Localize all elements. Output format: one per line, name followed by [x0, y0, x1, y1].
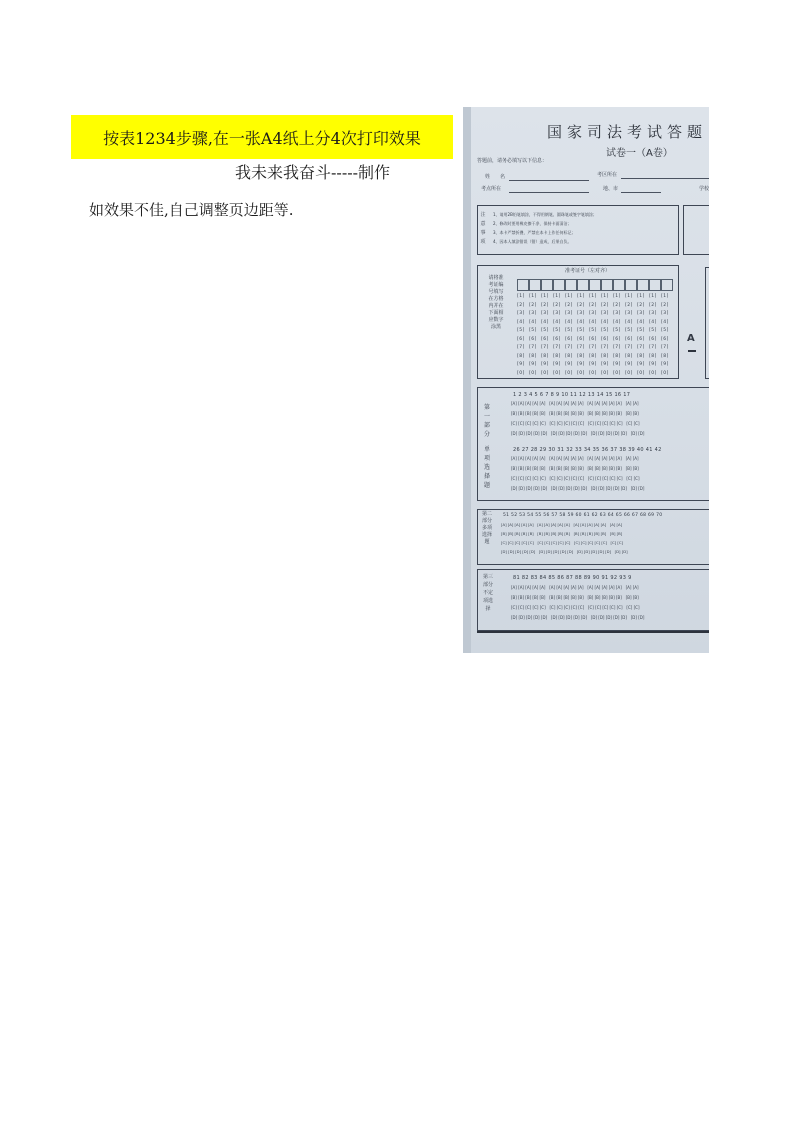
sheet-subtitle: 试卷一（A卷）: [606, 148, 673, 159]
mc-options-block4: [A] [A] [A] [A] [A] [A] [A] [A] [A] [A] [A] [A] [A] [A] [A] [A] [A] [B] [B] [B] [B] [B] [B] [B] [B] [B] [B] [B] [B] [B] [B] [B] [B] [B] [C] [C] [C] [C] [C] [C] [C] [C] [C] [C] [C] [C] [C] [C] [C] [C] [C] [D] [D] [D] [D] [D] [D] [D] [D] [D] [D] [D] [D] [D] [D] [D] [D] [D]: [511, 585, 645, 620]
mc-numbers-row4: 81 82 83 84 85 86 87 88 89 90 91 92 93 9: [513, 575, 632, 581]
mc-numbers-row2: 26 27 28 29 30 31 32 33 34 35 36 37 38 39 40 41 42: [513, 447, 662, 453]
ticket-label: 准考证号（左对齐）: [565, 268, 611, 274]
sheet-title: 国家司法考试答题: [547, 123, 708, 141]
field-seat-label: 考点所在: [481, 186, 502, 192]
mc-numbers-row3: 51 52 53 54 55 56 57 58 59 60 61 62 63 64 65 66 67 68 69 70: [503, 513, 663, 518]
banner-text: 按表1234步骤,在一张A4纸上分4次打印效果: [103, 128, 421, 148]
ticket-digit-cells: [517, 279, 673, 291]
field-region-label: 地、市: [603, 186, 619, 192]
ticket-bubble-column: [1] [2] [3] [4] [5] [6] [7] [8] [9] [0]: [589, 294, 597, 376]
field-name-line: [509, 180, 589, 181]
ticket-bubble-column: [1] [2] [3] [4] [5] [6] [7] [8] [9] [0]: [553, 294, 561, 376]
instruction-2: 2、修改时要用橡皮擦干净，保持卡面清洁；: [493, 221, 572, 226]
mc-numbers-row1: 1 2 3 4 5 6 7 8 9 10 11 12 13 14 15 16 17: [513, 392, 631, 398]
answer-sheet-photo: [463, 107, 709, 653]
paper-a-underline: [688, 350, 696, 352]
ticket-bubble-column: [1] [2] [3] [4] [5] [6] [7] [8] [9] [0]: [601, 294, 609, 376]
section1-sub: 单项选择题: [483, 446, 490, 489]
instruction-banner: [71, 115, 453, 159]
field-site-line: [621, 178, 709, 179]
ticket-side-text: 请将准考证编号填写在方格内并在下面相应数字涂黑: [488, 275, 504, 330]
mc-options-block3: [A] [A] [A] [A] [A] [A] [A] [A] [A] [A] [A] [A] [A] [A] [A] [A] [A] [B] [B] [B] [B] [B] [B] [B] [B] [B] [B] [B] [B] [B] [B] [B] [B] [B] [C] [C] [C] [C] [C] [C] [C] [C] [C] [C] [C] [C] [C] [C] [C] [C] [C] [D] [D] [D] [D] [D] [D] [D] [D] [D] [D] [D] [D] [D] [D] [D] [D] [D]: [501, 522, 628, 554]
ticket-bubble-column: [1] [2] [3] [4] [5] [6] [7] [8] [9] [0]: [649, 294, 657, 376]
field-site-label: 考区所在: [597, 172, 618, 178]
ticket-bubble-column: [1] [2] [3] [4] [5] [6] [7] [8] [9] [0]: [529, 294, 537, 376]
field-region-line: [621, 192, 661, 193]
credit-line: 我未来我奋斗-----制作: [235, 163, 391, 182]
adjustment-note: 如效果不佳,自己调整页边距等.: [89, 201, 294, 219]
answer-sheet: [471, 107, 709, 653]
ticket-bubble-column: [1] [2] [3] [4] [5] [6] [7] [8] [9] [0]: [613, 294, 621, 376]
mc-options-block1: [A] [A] [A] [A] [A] [A] [A] [A] [A] [A] [A] [A] [A] [A] [A] [A] [A] [B] [B] [B] [B] [B] [B] [B] [B] [B] [B] [B] [B] [B] [B] [B] [B] [B] [C] [C] [C] [C] [C] [C] [C] [C] [C] [C] [C] [C] [C] [C] [C] [C] [C] [D] [D] [D] [D] [D] [D] [D] [D] [D] [D] [D] [D] [D] [D] [D] [D] [D]: [511, 401, 645, 436]
field-name-label: 姓 名: [485, 174, 506, 180]
ticket-bubble-column: [1] [2] [3] [4] [5] [6] [7] [8] [9] [0]: [565, 294, 573, 376]
ticket-bubble-column: [1] [2] [3] [4] [5] [6] [7] [8] [9] [0]: [577, 294, 585, 376]
section1-label: 第一部分: [483, 404, 490, 438]
section2-label: 第二部分多项选择题: [481, 511, 492, 545]
instruction-1: 1、请用2B铅笔填涂，不得用钢笔、圆珠笔或签字笔填涂；: [493, 212, 597, 217]
sheet-notice: 答题前，请务必填写以下信息：: [477, 158, 548, 164]
right-side-box: [705, 267, 709, 379]
ticket-bubble-column: [1] [2] [3] [4] [5] [6] [7] [8] [9] [0]: [541, 294, 549, 376]
ticket-bubble-column: [1] [2] [3] [4] [5] [6] [7] [8] [9] [0]: [625, 294, 633, 376]
bottom-rule: [477, 631, 709, 633]
field-seat-line: [509, 192, 589, 193]
section3-label: 第三部分不定项选择: [483, 574, 494, 612]
paper-a-mark: A: [687, 333, 695, 344]
fill-sample-box: [683, 205, 709, 255]
ticket-bubble-column: [1] [2] [3] [4] [5] [6] [7] [8] [9] [0]: [637, 294, 645, 376]
instruction-4: 4、因本人填涂错误（错）造成，后果自负。: [493, 239, 572, 244]
mc-options-block2: [A] [A] [A] [A] [A] [A] [A] [A] [A] [A] [A] [A] [A] [A] [A] [A] [A] [B] [B] [B] [B] [B] [B] [B] [B] [B] [B] [B] [B] [B] [B] [B] [B] [B] [C] [C] [C] [C] [C] [C] [C] [C] [C] [C] [C] [C] [C] [C] [C] [C] [C] [D] [D] [D] [D] [D] [D] [D] [D] [D] [D] [D] [D] [D] [D] [D] [D] [D]: [511, 456, 645, 491]
instruction-3: 3、本卡严禁折叠，严禁在本卡上作任何标记；: [493, 230, 576, 235]
ticket-bubble-column: [1] [2] [3] [4] [5] [6] [7] [8] [9] [0]: [661, 294, 669, 376]
instructions-label: 注意事项: [480, 212, 486, 245]
ticket-bubble-column: [1] [2] [3] [4] [5] [6] [7] [8] [9] [0]: [517, 294, 525, 376]
field-school-label: 学校: [699, 186, 709, 192]
